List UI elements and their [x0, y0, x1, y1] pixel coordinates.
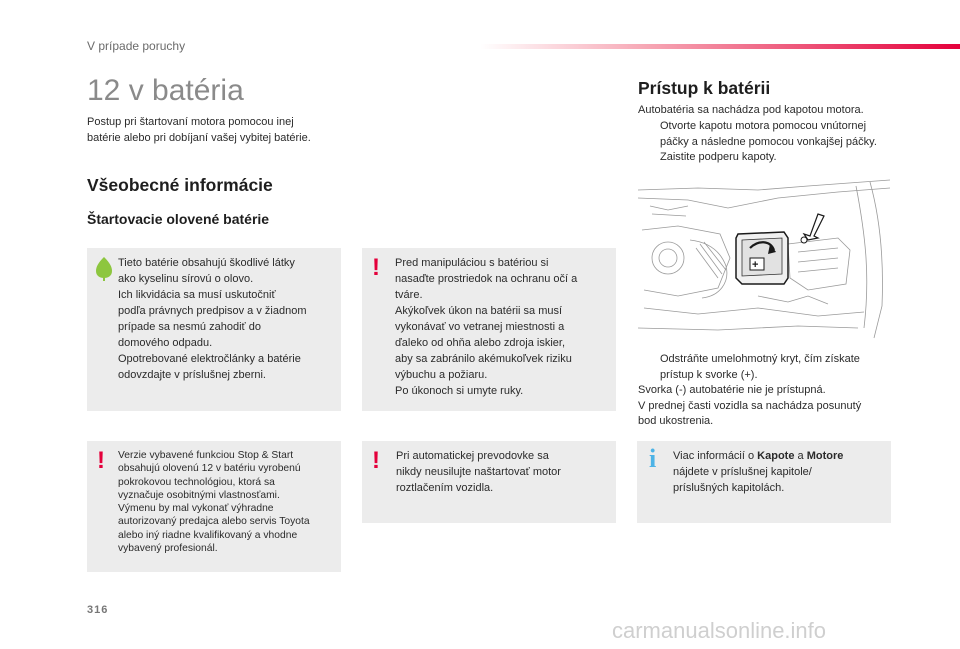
intro-line: Postup pri štartovaní motora pomocou inej — [87, 116, 294, 128]
access-note — [638, 383, 898, 430]
safety-warning-text — [395, 255, 613, 399]
access-step-1 — [638, 119, 898, 150]
recycle-icon — [93, 256, 115, 282]
note-line: pokrokovou technológiou, ktorá sa — [118, 476, 275, 488]
note-line: odovzdajte v príslušnej zberni. — [118, 369, 266, 381]
note-line: nasaďte prostriedok na ochranu očí a — [395, 273, 578, 285]
environment-note-box — [87, 248, 341, 411]
stopstart-warning-box — [87, 441, 341, 572]
warning-icon: ! — [372, 254, 380, 281]
subsection-heading: Štartovacie olovené batérie — [87, 211, 270, 227]
note-line: V prednej časti vozidla sa nachádza posunutý — [638, 399, 862, 412]
note-line: Svorka (-) autobatérie nie je prístupná. — [638, 384, 826, 396]
note-line: Pred manipuláciou s batériou si — [395, 257, 549, 269]
note-line: Výmenu by mal vykonať výhradne — [118, 503, 274, 515]
note-line: obsahujú olovenú 12 v batériu vyrobenú — [118, 463, 301, 475]
page-number: 316 — [87, 604, 109, 616]
step-text: Zaistite podperu kapoty. — [660, 151, 777, 163]
step-text: Odstráňte umelohmotný kryt, čím získate prístup k svorke (+). — [660, 353, 860, 381]
note-line: roztlačením vozidla. — [396, 482, 494, 494]
warning-icon: ! — [372, 447, 380, 474]
note-line: Akýkoľvek úkon na batérii sa musí — [395, 305, 563, 317]
note-line: Verzie vybavené funkciou Stop & Start — [118, 450, 294, 461]
intro-text — [87, 114, 357, 146]
section-heading: Všeobecné informácie — [87, 175, 273, 195]
warning-icon: ! — [97, 447, 105, 474]
page-title: 12 v batéria — [87, 74, 244, 107]
note-line: ako kyselinu sírovú o olovo. — [118, 273, 254, 285]
note-line: aby sa zabránilo akémukoľvek riziku — [395, 353, 572, 365]
note-line: tváre. — [395, 289, 423, 301]
motore-link: Motore — [806, 450, 844, 462]
note-line: vykonávať vo vetranej miestnosti a — [395, 321, 565, 333]
stopstart-warning-text — [118, 449, 340, 555]
access-intro: Autobatéria sa nachádza pod kapotou motora. — [638, 104, 864, 116]
note-line: autorizovaný predajca alebo servis Toyota — [118, 516, 310, 528]
info-icon: i — [649, 444, 657, 473]
info-text: Viac informácií o Kapote a Motore nájdete v príslušnej kapitole/ príslušných kapitolách. — [673, 450, 844, 494]
header-accent-bar — [480, 44, 960, 49]
access-title: Prístup k batérii — [638, 78, 771, 98]
intro-line: batérie alebo pri dobíjaní vašej vybitej batérie. — [87, 132, 311, 144]
note-line: prípade sa nesmú zahodiť do — [118, 321, 261, 333]
note-line: Tieto batérie obsahujú škodlivé látky — [118, 257, 295, 269]
note-line: ďaleko od ohňa alebo zdroja iskier, — [395, 337, 566, 349]
watermark: carmanualsonline.info — [612, 618, 827, 643]
note-line: vybavený profesionál. — [118, 543, 218, 555]
plus-terminal-label: + — [752, 259, 759, 271]
note-line: podľa právnych predpisov a v žiadnom — [118, 305, 307, 317]
note-line: Ich likvidácia sa musí uskutočniť — [118, 289, 276, 301]
note-line: vyznačuje osobitnými vlastnosťami. — [118, 489, 280, 501]
automatic-warning-box — [362, 441, 616, 523]
note-line: alebo iný riadne kvalifikovaný a vhodne — [118, 529, 298, 541]
access-step-3 — [638, 352, 898, 383]
safety-warning-box — [362, 248, 616, 411]
note-line: Pri automatickej prevodovke sa — [396, 450, 549, 462]
note-line: Po úkonoch si umyte ruky. — [395, 385, 524, 397]
note-line: nikdy neusilujte naštartovať motor — [396, 466, 561, 478]
engine-bay-illustration — [638, 178, 891, 346]
note-line: výbuchu a požiaru. — [395, 369, 488, 381]
note-line: Opotrebované elektročlánky a batérie — [118, 353, 301, 365]
note-line: bod ukostrenia. — [638, 415, 714, 427]
section-header: V prípade poruchy — [87, 39, 186, 53]
automatic-warning-text — [396, 448, 614, 496]
environment-note-text — [118, 255, 338, 383]
note-line: domového odpadu. — [118, 337, 213, 349]
step-text: Otvorte kapotu motora pomocou vnútornej páčky a následne pomocou vonkajšej páčky. — [660, 120, 877, 148]
kapote-link: Kapote — [757, 450, 795, 462]
access-step-2 — [638, 150, 898, 166]
info-box — [637, 441, 891, 523]
